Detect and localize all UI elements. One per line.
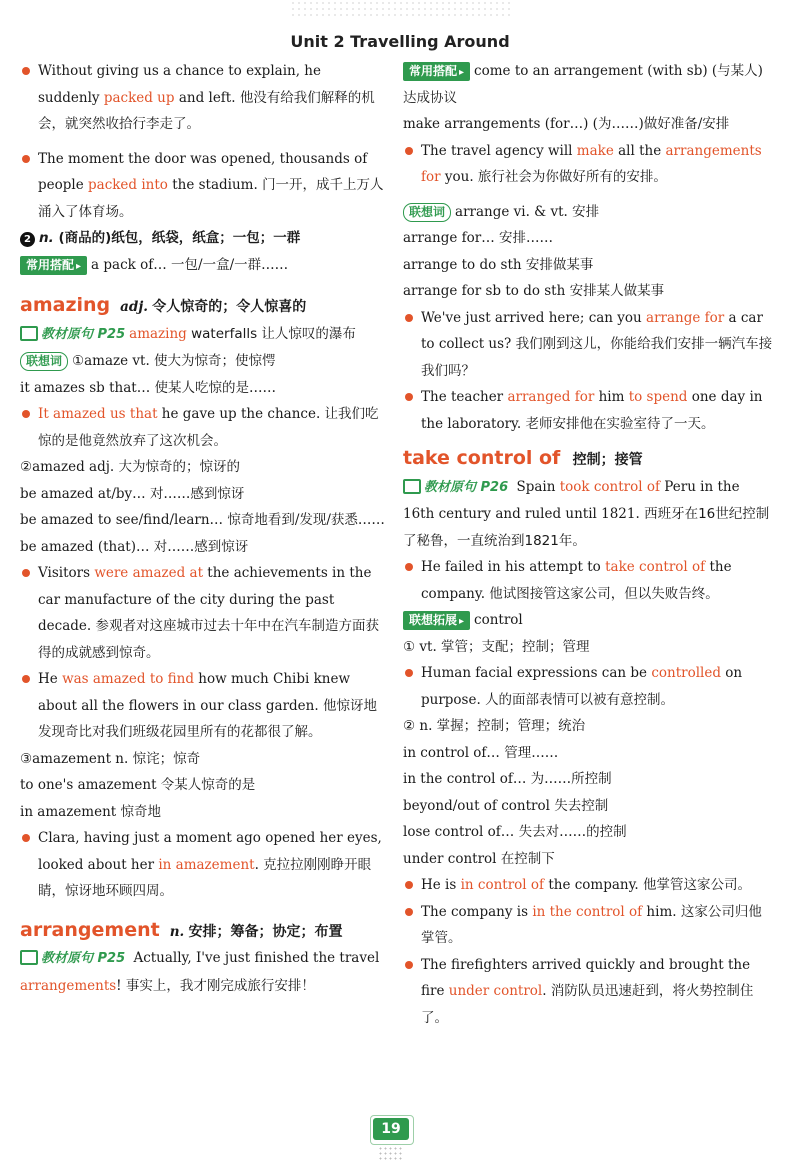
book-icon [20, 326, 38, 341]
derivative-heading: ③amazement n. 惊诧；惊奇 [20, 750, 201, 767]
phrase-line: be amazed to see/find/learn… 惊奇地看到/发现/获悉…… [20, 512, 385, 528]
phrase-line: under control 在控制下 [403, 850, 555, 867]
right-column [403, 58, 775, 1031]
book-icon [403, 479, 421, 494]
phrase-line: be amazed (that)… 对……感到惊讶 [20, 538, 249, 555]
textbook-source-line: 教材原句 P25 amazing waterfalls 让人惊叹的瀑布 [20, 321, 385, 349]
phrase-line: arrange for… 安排…… [403, 230, 553, 246]
footer-decoration-icon [378, 1146, 404, 1160]
example-sentence: The teacher arranged for him to spend one day in the laboratory. 老师安排他在实验室待了一天。 [403, 384, 775, 437]
example-sentence: The travel agency will make all the arrangements for you. 旅行社会为你做好所有的安排。 [403, 138, 775, 191]
phrase-line: be amazed at/by… 对……感到惊讶 [20, 485, 245, 502]
extension-heading: 联想拓展 ▸ control [403, 607, 775, 634]
example-sentence: We've just arrived here; can you arrange for a car to collect us? 我们刚到这儿，你能给我们安排一辆汽车接我们吗？ [403, 305, 775, 385]
left-column [20, 58, 385, 999]
sense-heading: 2 n. (商品的)纸包，纸袋，纸盒；一包；一群 [20, 225, 385, 252]
example-sentence: Clara, having just a moment ago opened her eyes, looked about her in amazement. 克拉拉刚刚睁开眼睛，惊讶地环顾四周。 [20, 825, 385, 905]
page-title: Unit 2 Travelling Around [290, 32, 510, 51]
derivative-heading: ②amazed adj. 大为惊奇的；惊讶的 [20, 459, 240, 475]
phrase-line: in control of… 管理…… [403, 744, 559, 761]
example-sentence: The firefighters arrived quickly and brought the fire under control. 消防队员迅速赶到，将火势控制住了。 [403, 952, 775, 1032]
phrase-line: to one's amazement 令某人惊奇的是 [20, 777, 256, 793]
derivative-heading: ② n. 掌握；控制；管理；统治 [403, 718, 586, 734]
association-tag: 联想词 [20, 352, 68, 371]
phrase-line: lose control of… 失去对……的控制 [403, 824, 627, 840]
collocation-tag: 常用搭配 ▸ [20, 256, 87, 275]
collocation-tag: 常用搭配 ▸ [403, 62, 470, 81]
entry-heading: arrangement n. 安排；筹备；协定；布置 [20, 918, 343, 941]
phrase-line: arrange to do sth 安排做某事 [403, 256, 594, 273]
association-tag: 联想词 [403, 203, 451, 222]
example-sentence: The company is in the control of him. 这家公司归他掌管。 [403, 899, 775, 952]
header-decoration [290, 0, 510, 20]
page-number: 19 [373, 1118, 409, 1140]
textbook-source-line: 教材原句 P25 Actually, I've just finished the travel arrangements! 事实上，我才刚完成旅行安排！ [20, 945, 385, 999]
example-sentence: It amazed us that he gave up the chance. 让我们吃惊的是他竟然放弃了这次机会。 [20, 401, 385, 454]
example-sentence: Without giving us a chance to explain, he suddenly packed up and left. 他没有给我们解释的机会，就突然收拾行李走了。 [20, 58, 385, 138]
phrase-line: make arrangements (for…) (为……)做好准备/安排 [403, 116, 730, 132]
textbook-source-tag: 教材原句 P26 [403, 475, 508, 502]
phrase-line: in amazement 惊奇地 [20, 803, 162, 820]
example-sentence: Visitors were amazed at the achievements in the car manufacture of the city during the past decade. 参观者对这座城市过去十年中在汽车制造方面获得的成就感到惊奇。 [20, 560, 385, 666]
phrase-line: arrange for sb to do sth 安排某人做某事 [403, 283, 665, 299]
textbook-source-tag: 教材原句 P25 [20, 322, 125, 349]
phrase-line: beyond/out of control 失去控制 [403, 797, 609, 814]
example-sentence: The moment the door was opened, thousands of people packed into the stadium. 门一开，成千上万人涌入了体育场。 [20, 146, 385, 226]
collocation-line: 常用搭配 ▸ a pack of… 一包/一盒/一群…… [20, 252, 385, 279]
example-sentence: He was amazed to find how much Chibi knew about all the flowers in our class garden. 他惊讶地发现奇比对我们班级花园里所有的花都很了解。 [20, 666, 385, 746]
entry-heading: amazing adj. 令人惊奇的；令人惊喜的 [20, 294, 307, 316]
example-sentence: Human facial expressions can be controlled on purpose. 人的面部表情可以被有意控制。 [403, 660, 775, 713]
derivative-heading: ① vt. 掌管；支配；控制；管理 [403, 638, 590, 655]
phrase-line: in the control of… 为……所控制 [403, 771, 612, 787]
collocation-line: 常用搭配 ▸ come to an arrangement (with sb) (与某人)达成协议 [403, 58, 775, 111]
entry-heading: take control of 控制；接管 [403, 447, 643, 469]
extension-tag: 联想拓展 ▸ [403, 611, 470, 630]
derivative-heading: 联想词 arrange vi. & vt. 安排 [403, 199, 775, 226]
textbook-source-line: 教材原句 P26 Spain took control of Peru in the 16th century and ruled until 1821. 西班牙在16世纪控制了秘鲁，一直统治到1821年。 [403, 474, 775, 555]
book-icon [20, 950, 38, 965]
example-sentence: He failed in his attempt to take control of the company. 他试图接管这家公司，但以失败告终。 [403, 554, 775, 607]
sense-number-badge: 2 [20, 232, 35, 247]
phrase-line: it amazes sb that… 使某人吃惊的是…… [20, 379, 276, 396]
example-sentence: He is in control of the company. 他掌管这家公司。 [403, 872, 775, 899]
derivative-heading: 联想词 ①amaze vt. 使大为惊奇；使惊愕 [20, 348, 385, 375]
textbook-source-tag: 教材原句 P25 [20, 946, 125, 973]
